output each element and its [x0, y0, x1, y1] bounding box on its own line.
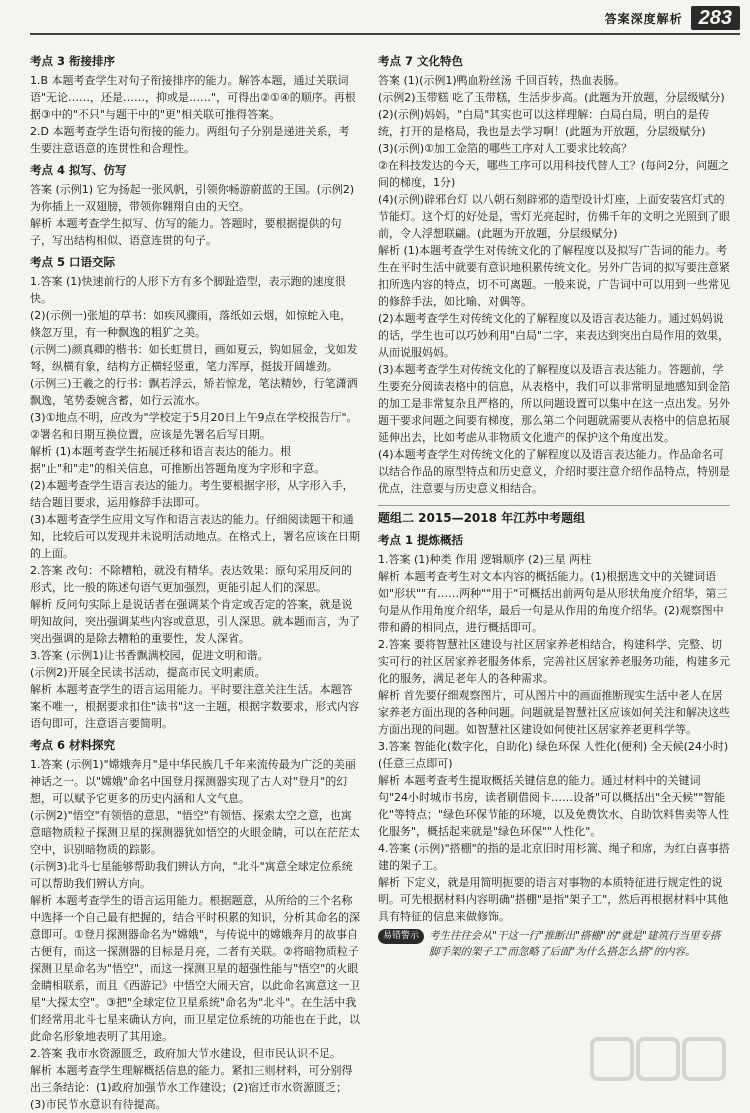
answer-paragraph: 解析 本题考查考生提取概括关键信息的能力。通过材料中的关键词句"24小时城市书房，读者刷借阅卡……设备"可以概括出"全天候""智能化"等特点；"绿色环保节能的环境，以及免费饮水、自助饮料售卖等人性化服务"，概括起来就是"绿色环保""人性化"。	[378, 774, 730, 838]
answer-paragraph: (示例2)玉带糕 吃了玉带糕，生活步步高。(此题为开放题，分层级赋分)	[378, 91, 725, 104]
section-heading: 考点 6 材料探究	[30, 738, 116, 752]
answer-paragraph: 解析 首先要仔细观察图片，可从图片中的画面推断现实生活中老人在居家养老方面出现的各种问题。问题就是智慧社区应该如何关注和解决这些方面出现的问题。如智慧社区建设如何使社区居家养老更科学等。	[378, 689, 730, 736]
answer-paragraph: (2)(示例一)张旭的草书：如疾风骤雨，落纸如云烟，如惊蛇入电，倏忽万里，有一种飘逸的粗犷之美。	[30, 309, 352, 339]
answer-paragraph: 4.答案 (示例)"搭棚"的指的是北京旧时用杉篙、绳子和席，为红白喜事搭建的架子工。	[378, 842, 730, 872]
answer-paragraph: (2)本题考查学生对传统文化的了解程度以及语言表达能力。通过妈妈说的话，学生也可以巧妙利用"白局"二字，来表达到突出白局作用的效果，从而说服妈妈。	[378, 312, 730, 359]
answer-paragraph: 1.答案 (1)快速前行的人形下方有多个脚趾造型，表示跑的速度很快。	[30, 275, 346, 305]
answer-paragraph: ②在科技发达的今天，哪些工序可以用科技代替人工？(每问2分，问题之间的梯度，1分)	[378, 159, 730, 189]
answer-paragraph: 2.答案 要将智慧社区建设与社区居家养老相结合，构建科学、完整、切实可行的社区居家养老服务体系，完善社区居家养老服务功能，构建多元化的服务，满足老年人的各种需求。	[378, 638, 730, 685]
tip-badge: 易错警示	[378, 929, 424, 944]
answer-paragraph: (示例3)北斗七星能够帮助我们辨认方向，"北斗"寓意全球定位系统可以帮助我们辨认方向。	[30, 860, 353, 890]
answer-paragraph: 解析 本题考查学生拟写、仿写的能力。答题时，要根据提供的句子，写出结构相似、语意连贯的句子。	[30, 217, 342, 247]
page-number: 283	[691, 6, 740, 30]
section-heading: 考点 7 文化特色	[378, 54, 464, 68]
header-title: 答案深度解析	[604, 11, 683, 26]
answer-paragraph: 1.B 本题考查学生对句子衔接排序的能力。解答本题，通过关联词语"无论……，还是……，抑或是……"，可得出②①④的顺序。再根据③中的"不只"与题干中的"更"相关联可推得答案。	[30, 74, 356, 121]
answer-paragraph: (示例2)开展全民读书活动，提高市民文明素质。	[30, 666, 266, 679]
answer-paragraph: 解析 本题考查学生理解概括信息的能力。紧扣三则材料，可分别得出三条结论：(1)政府加强节水工作建设；(2)宿迁市水资源匮乏；(3)市民节水意识有待提高。	[30, 1064, 353, 1111]
answer-paragraph: 2.答案 我市水资源匮乏，政府加大节水建设，但市民认识不足。	[30, 1047, 341, 1060]
answer-paragraph: 解析 本题考查学生的语言运用能力。根据题意，从所给的三个名称中选择一个自己最有把握的，结合平时积累的知识，分析其命名的深意即可。①登月探测器命名为"嫦娥"，与传说中的嫦娥奔月的故事自古便有，而这一探测器的目标是月亮，二者有关联。②将暗物质粒子探测卫星命名为"悟空"，而这一探测卫星的超强性能与"悟空"的火眼金睛相联系，而且《西游记》中悟空大闹天宫，以此命名寓意这一卫星"大探太空"。③把"全球定位卫星系统"命名为"北斗"。在生活中我们经常用北斗七星来确认方向，而卫星定位系统的功能也在于此，以此命名形象地表明了其用途。	[30, 894, 360, 1043]
section-heading: 考点 3 衔接排序	[30, 54, 116, 68]
page-header	[605, 6, 740, 30]
answer-paragraph: 1.答案 (示例1)"嫦娥奔月"是中华民族几千年来流传最为广泛的美丽神话之一。以"嫦娥"命名中国登月探测器实现了古人对"登月"的幻想，可以赋予它更多的历史内涵和人文气息。	[30, 758, 356, 805]
group-title: 题组二 2015—2018 年江苏中考题组	[378, 505, 730, 527]
answer-paragraph: (3)本题考查学生对传统文化的了解程度以及语言表达能力。答题前，学生要充分阅读表格中的信息，从表格中，我们可以非常明显地感知到金箔的加工是非常复杂且严格的，所以问题设置可以集中在这一点出发。另外题干要求问题之间要有梯度，那么第二个问题就需要从表格中的信息拓展延伸出去，比如考虑从非物质文化遗产的保护这个角度出发。	[378, 363, 730, 444]
answer-paragraph: 2.答案 改句：不除糟粕，就没有精华。表达效果：原句采用反问的形式，比一般的陈述句语气更加强烈，更能引起人们的深思。	[30, 564, 352, 594]
answer-paragraph: 3.答案 (示例1)让书香飘满校园，促进文明和谐。	[30, 649, 269, 662]
answer-paragraph: 答案 (1)(示例1)鸭血粉丝汤 千回百转，热血表肠。	[378, 74, 626, 87]
header-rule	[30, 33, 740, 35]
watermark-logo	[588, 1033, 738, 1093]
answer-paragraph: 3.答案 智能化(数字化，自助化) 绿色环保 人性化(便利) 全天候(24小时)(任意三点即可)	[378, 740, 729, 770]
tip-box	[378, 928, 730, 960]
answer-paragraph: (2)(示例)妈妈，"白局"其实也可以这样理解：白局白局，明白的是传统，打开的是格局，我也是去学习啊！(此题为开放题，分层级赋分)	[378, 108, 710, 138]
answer-paragraph: 解析 反问句实际上是说话者在强调某个肯定或否定的答案，就是说明知故问，突出强调某些内容或意思，引人深思。就本题而言，为了突出强调的是除去糟粕的重要性，发人深省。	[30, 598, 360, 645]
answer-paragraph: (3)(示例)①加工金箔的哪些工序对人工要求比较高？	[378, 142, 633, 155]
section-heading: 考点 1 提炼概括	[378, 533, 464, 547]
left-column	[30, 48, 360, 1111]
answer-paragraph: 解析 本题考查学生的语言运用能力。平时要注意关注生活。本题答案不唯一，根据要求扣住"读书"这一主题，根据字数要求，形式内容语句即可，注意语言要简明。	[30, 683, 360, 730]
answer-paragraph: (3)本题考查学生应用文写作和语言表达的能力。仔细阅读题干和通知，比较后可以发现并未说明活动地点。在格式上，署名应该在日期的上面。	[30, 513, 360, 560]
answer-paragraph: 解析 下定义，就是用简明扼要的语言对事物的本质特征进行规定性的说明。可先根据材料内容明确"搭棚"是指"架子工"，然后再根据材料中其他具有特征的信息来做修饰。	[378, 876, 729, 923]
tip-text: 考生往往会从"干这一行"推断出"搭棚"的"就是"建筑行当里专搭脚手架的架子工"而忽略了后面"为什么搭怎么搭"的内容。	[429, 930, 721, 958]
answer-paragraph: (4)(示例)辟邪台灯 以八朝石刻辟邪的造型设计灯座，上面安装宫灯式的节能灯。这个灯的好处是，雪灯光亮起时，仿佛千年的文明之光照到了眼前，令人浮想联翩。(此题为开放题，分层级赋分)	[378, 193, 730, 240]
answer-paragraph: 2.D 本题考查学生语句衔接的能力。两组句子分别是递进关系，考生要注意语意的连贯性和合理性。	[30, 125, 350, 155]
answer-paragraph: 解析 (1)本题考查学生对传统文化的了解程度以及拟写广告词的能力。考生在平时生活中就要有意识地积累传统文化。另外广告词的拟写要注意紧扣所选内容的特点，切不可离题。一般来说，广告词中可以用到一些常见的修辞手法，如比喻、对偶等。	[378, 244, 730, 308]
right-column	[378, 48, 730, 1088]
answer-paragraph: 1.答案 (1)种类 作用 逻辑顺序 (2)三星 两柱	[378, 553, 592, 566]
answer-paragraph: 解析 (1)本题考查学生拓展迁移和语言表达的能力。根据"止"和"走"的相关信息，可推断出答题角度为字形和字意。	[30, 445, 326, 475]
answer-paragraph: (示例三)王羲之的行书：飘若浮云，矫若惊龙，笔法精妙，行笔潇洒飘逸，笔势委婉含蓄，如行云流水。	[30, 377, 358, 407]
answer-paragraph: ②署名和日期互换位置，应该是先署名后写日期。	[30, 428, 271, 441]
answer-paragraph: 解析 本题考查考生对文本内容的概括能力。(1)根据选文中的关键词语如"形状""有……两种""用于"可概括出前两句是从形状角度介绍华，第三句是从作用角度介绍华，最后一句是从作用的角度介绍华。(2)观察图中带和爵的相同点，进行概括即可。	[378, 570, 728, 634]
answer-paragraph: (4)本题考查学生对传统文化的了解程度以及语言表达能力。作品命名可以结合作品的原型特点和历史意义，介绍时要注意介绍作品特点，特别是优点，注意要与历史意义相结合。	[378, 448, 730, 495]
answer-paragraph: (示例二)颜真卿的楷书：如长虹贯日，画如夏云，钩如屈金，戈如发弩，纵横有象，结构方正横轻竖重，笔力浑厚，挺拔开阔雄劲。	[30, 343, 358, 373]
answer-paragraph: (示例2)"悟空"有领悟的意思，"悟空"有领悟、探索太空之意，也寓意暗物质粒子探测卫星的探测器犹如悟空的火眼金睛，可以在茫茫太空中，识别暗物质的踪影。	[30, 809, 360, 856]
section-heading: 考点 4 拟写、仿写	[30, 163, 127, 177]
answer-paragraph: (2)本题考查学生语言表达的能力。考生要根据字形，从字形入手，结合题目要求，运用修辞手法即可。	[30, 479, 354, 509]
section-heading: 考点 5 口语交际	[30, 255, 116, 269]
answer-paragraph: 答案 (示例1) 它为扬起一张风帆，引领你畅游蔚蓝的王国。(示例2) 为你插上一双翅膀，带领你翱翔自由的天空。	[30, 183, 355, 213]
answer-paragraph: (3)①地点不明，应改为"学校定于5月20日上午9点在学校报告厅"。	[30, 411, 358, 424]
